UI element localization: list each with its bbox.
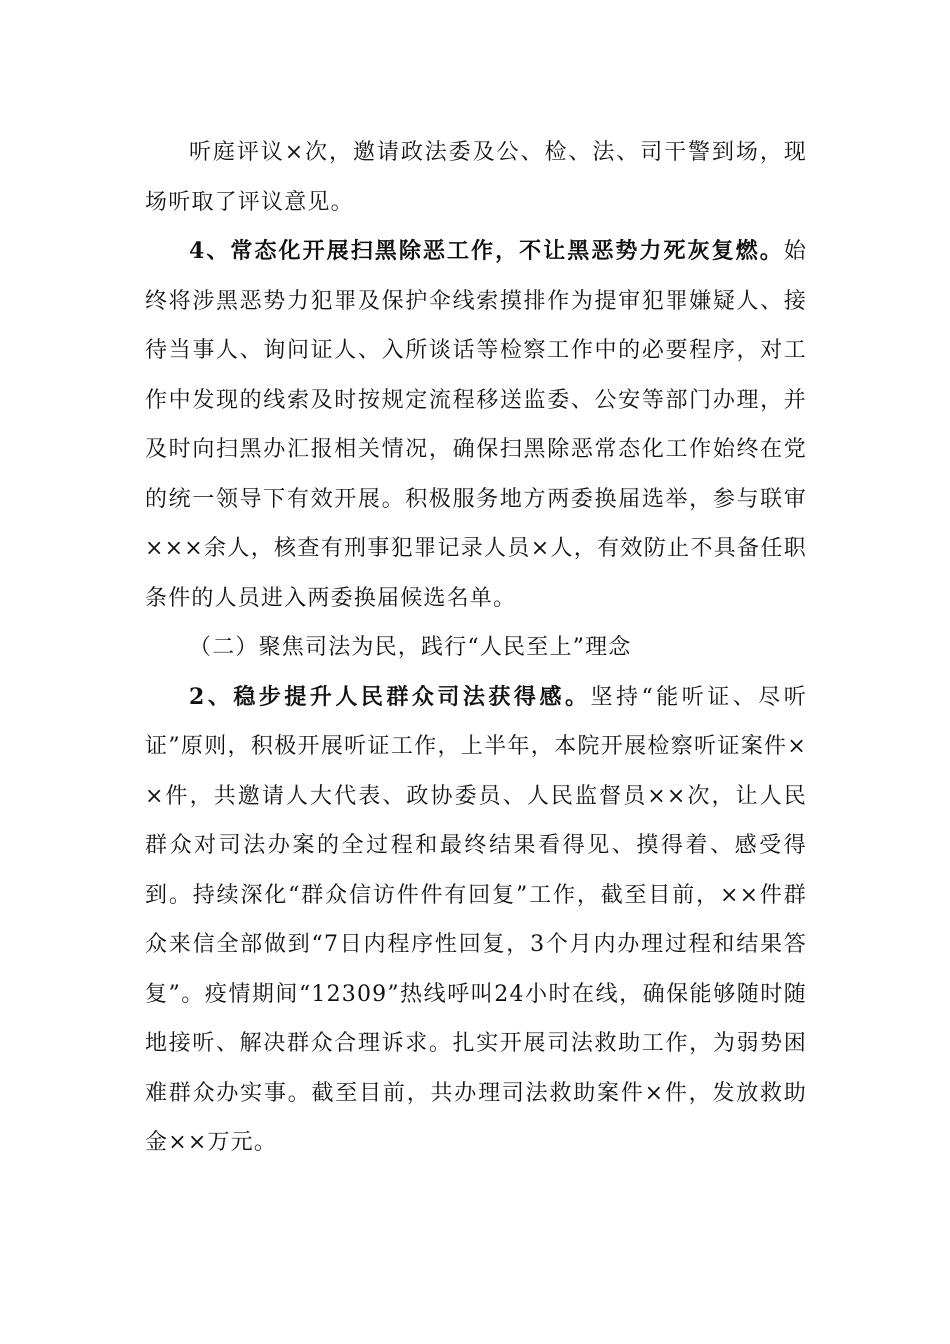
paragraph-judicial-service — [145, 673, 807, 1168]
paragraph-text: 始终将涉黑恶势力犯罪及保护伞线索摸排作为提审犯罪嫌疑人、接待当事人、询问证人、入所谈话等检察工作中的必要程序，对工作中发现的线索及时按规定流程移送监委、公安等部门办理，并及时向扫黑办汇报相关情况，确保扫黑除恶常态化工作始终在党的统一领导下有效开展。积极服务地方两委换届选举，参与联审×××余人，核查有刑事犯罪记录人员×人，有效防止不具备任职条件的人员进入两委换届候选名单。 — [145, 239, 807, 611]
paragraph-text: 听庭评议×次，邀请政法委及公、检、法、司干警到场，现场听取了评议意见。 — [145, 140, 807, 215]
paragraph-lead-bold: 4、常态化开展扫黑除恶工作，不让黑恶势力死灰复燃。 — [189, 238, 784, 264]
section-heading: （二）聚焦司法为民，践行“人民至上”理念 — [189, 635, 632, 660]
document-page — [145, 128, 807, 1168]
paragraph-lead-bold: 2、稳步提升人民群众司法获得感。 — [189, 683, 591, 710]
paragraph-continuation — [145, 128, 807, 227]
paragraph-anti-crime — [145, 227, 807, 623]
paragraph-text: 坚持“能听证、尽听证”原则，积极开展听证工作，上半年，本院开展检察听证案件××件，共邀请人大代表、政协委员、人民监督员××次，让人民群众对司法办案的全过程和最终结果看得见、摸得着、感受得到。持续深化“群众信访件件有回复”工作，截至目前，××件群众来信全部做到“7日内程序性回复，3个月内办理过程和结果答复”。疫情期间“12309”热线呼叫24小时在线，确保能够随时随地接听、解决群众合理诉求。扎实开展司法救助工作，为弱势困难群众办实事。截至目前，共办理司法救助案件×件，发放救助金××万元。 — [145, 684, 807, 1155]
